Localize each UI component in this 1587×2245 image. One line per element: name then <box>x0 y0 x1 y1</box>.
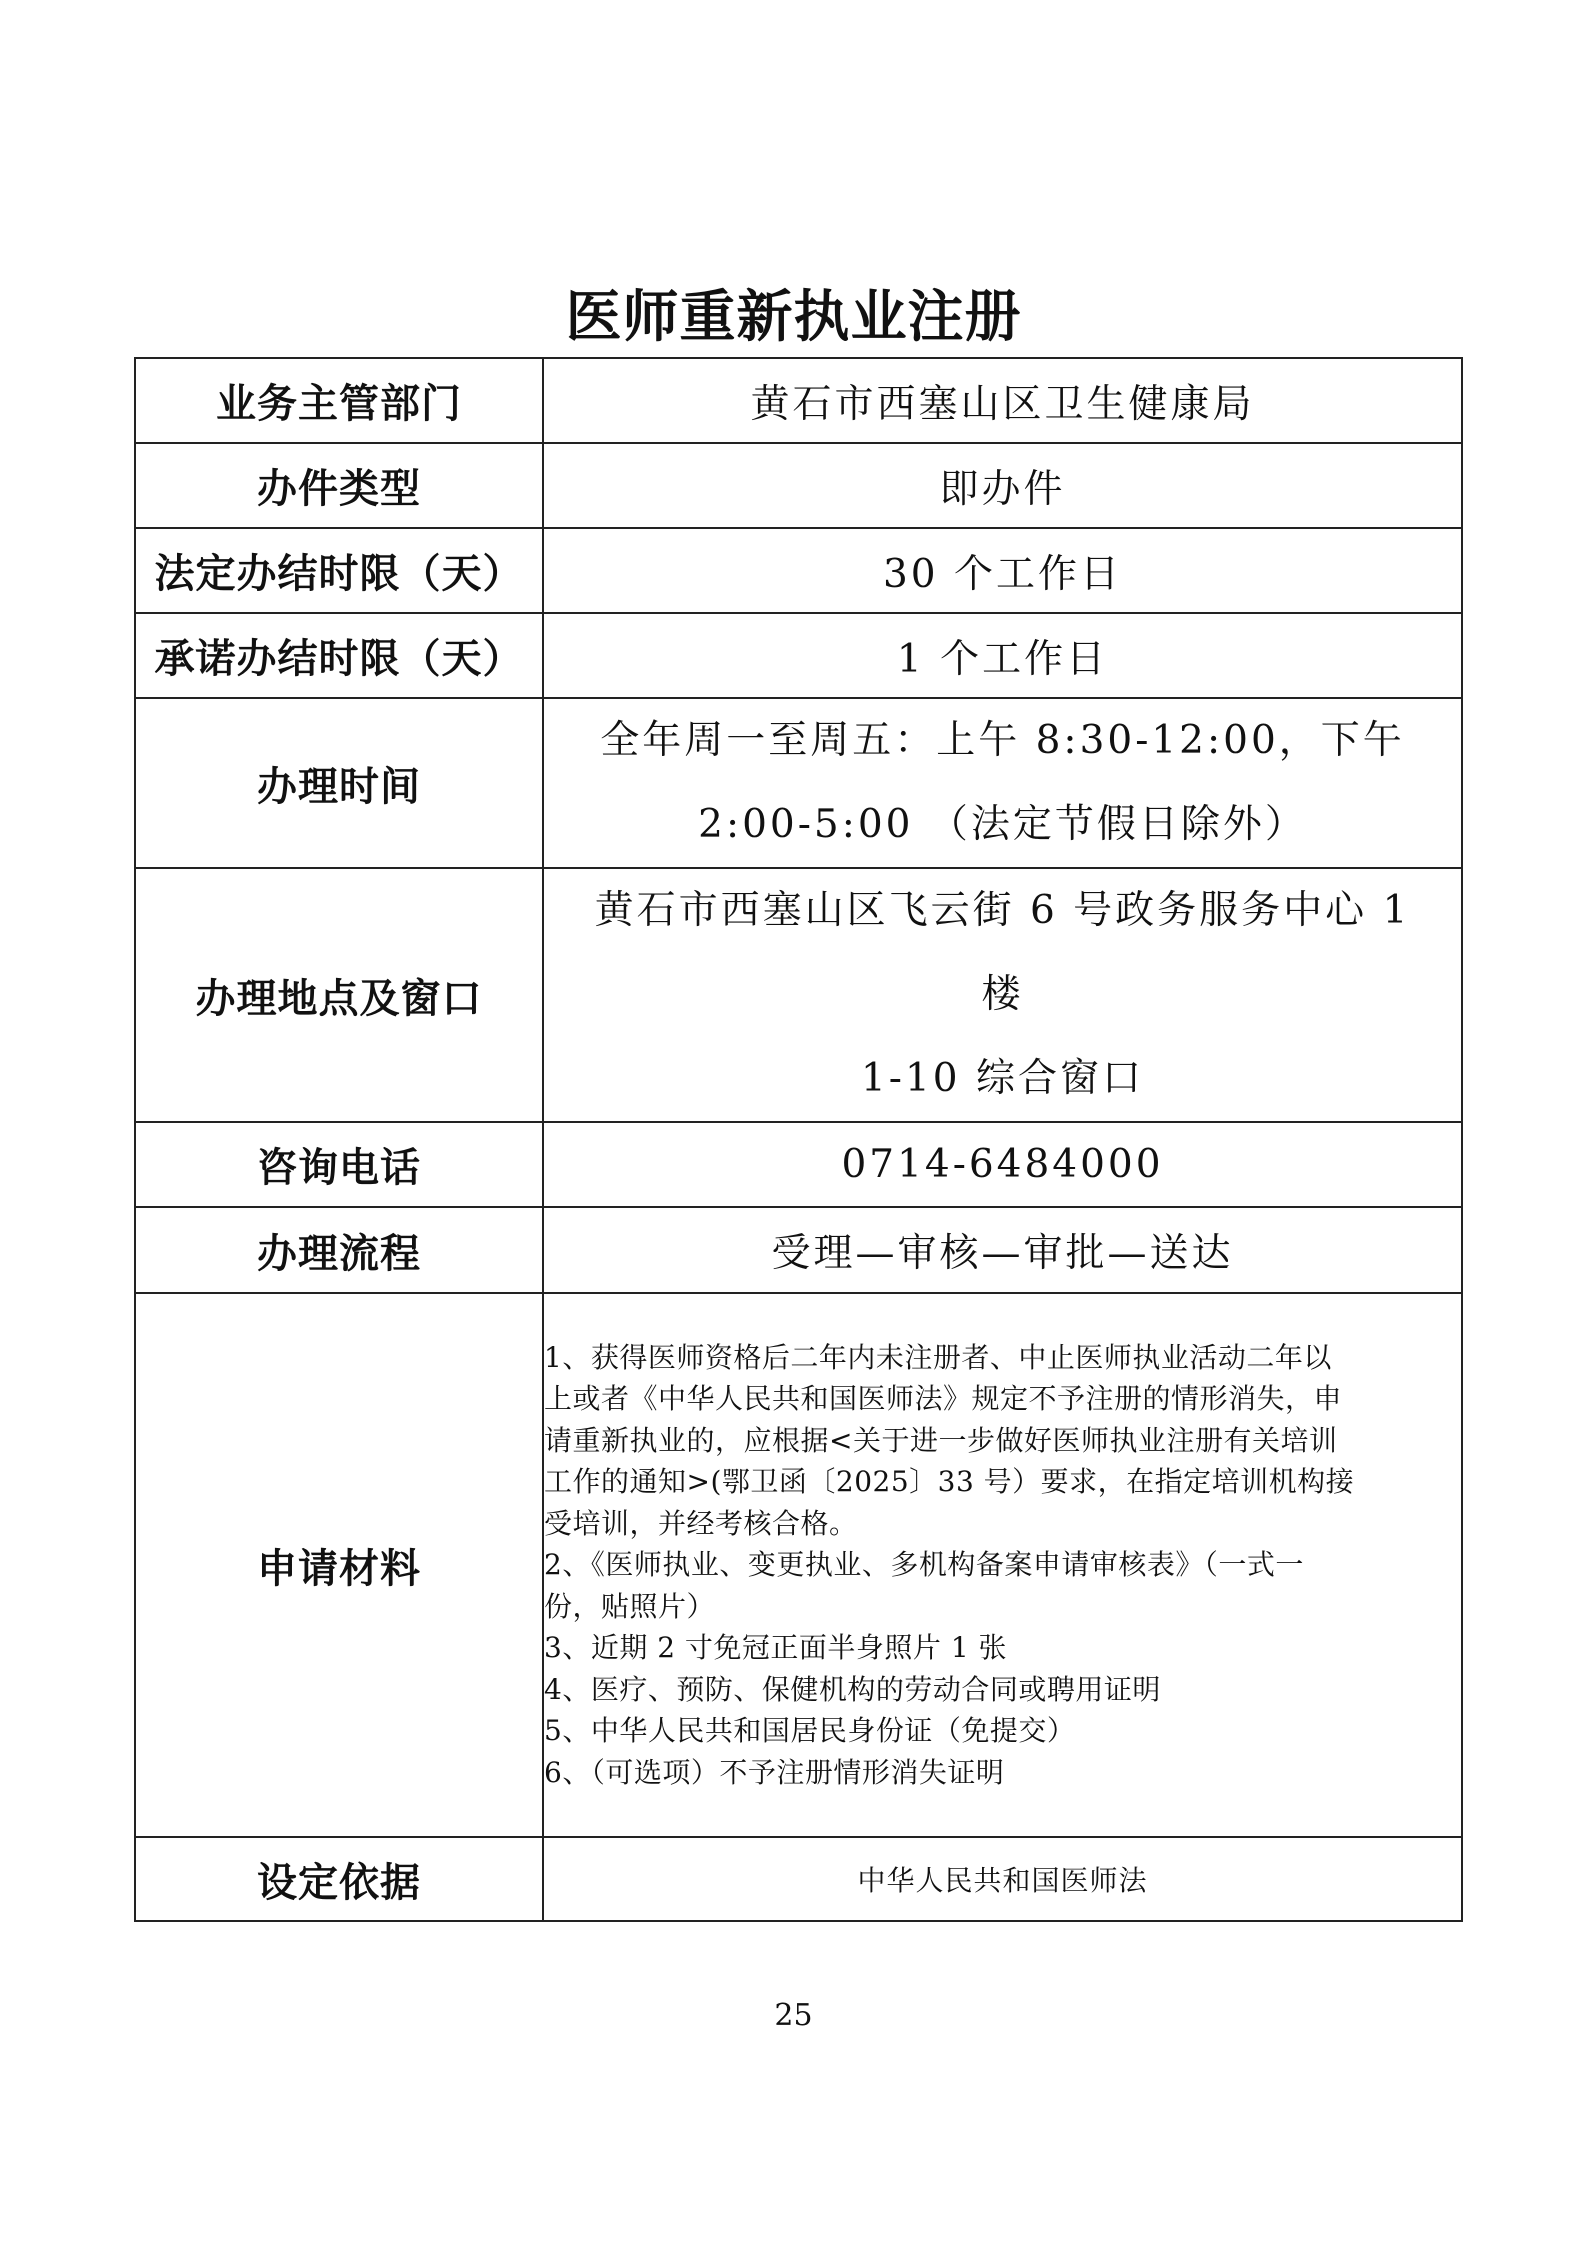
promise-limit-label: 承诺办结时限（天） <box>135 613 543 698</box>
basis-value: 中华人民共和国医师法 <box>543 1837 1462 1921</box>
table-row-promise-limit <box>135 613 1462 698</box>
document-title: 医师重新执业注册 <box>565 284 1022 350</box>
materials-line: 5、中华人民共和国居民身份证（免提交） <box>544 1714 1076 1748</box>
hours-label: 办理时间 <box>135 698 543 868</box>
legal-limit-value: 30 个工作日 <box>543 528 1462 613</box>
process-value: 受理—审核—审批—送达 <box>543 1207 1462 1293</box>
materials-line: 请重新执业的，应根据<关于进一步做好医师执业注册有关培训 <box>544 1423 1338 1457</box>
basis-label: 设定依据 <box>135 1837 543 1921</box>
materials-line: 2、《医师执业、变更执业、多机构备案申请审核表》（一式一 <box>544 1548 1304 1582</box>
table-row-legal-limit <box>135 528 1462 613</box>
hours-value-line-2: 2:00-5:00 （法定节假日除外） <box>698 802 1307 847</box>
materials-line: 1、获得医师资格后二年内未注册者、中止医师执业活动二年以 <box>544 1340 1332 1374</box>
phone-label: 咨询电话 <box>135 1122 543 1207</box>
department-value: 黄石市西塞山区卫生健康局 <box>543 358 1462 443</box>
page-number: 25 <box>774 1998 813 2033</box>
materials-line: 工作的通知>(鄂卫函〔2025〕33 号）要求，在指定培训机构接 <box>544 1465 1355 1499</box>
process-label: 办理流程 <box>135 1207 543 1293</box>
materials-label: 申请材料 <box>135 1293 543 1837</box>
table-row-basis <box>135 1837 1462 1921</box>
table-row-location <box>135 868 1462 1122</box>
table-row-type <box>135 443 1462 528</box>
department-label: 业务主管部门 <box>135 358 543 443</box>
table-row-process <box>135 1207 1462 1293</box>
location-value <box>543 868 1462 1122</box>
materials-line: 6、（可选项）不予注册情形消失证明 <box>544 1755 1005 1789</box>
type-label: 办件类型 <box>135 443 543 528</box>
materials-line: 份，贴照片） <box>544 1589 716 1623</box>
materials-list <box>543 1293 1462 1837</box>
hours-value <box>543 698 1462 868</box>
phone-value: 0714-6484000 <box>543 1122 1462 1207</box>
location-label: 办理地点及窗口 <box>135 868 543 1122</box>
service-info-table <box>134 357 1463 1922</box>
materials-line: 3、近期 2 寸免冠正面半身照片 1 张 <box>544 1631 1008 1665</box>
promise-limit-value: 1 个工作日 <box>543 613 1462 698</box>
location-value-line-2: 1-10 综合窗口 <box>860 1056 1144 1101</box>
location-value-line-1: 黄石市西塞山区飞云街 6 号政务服务中心 1 楼 <box>594 888 1411 1017</box>
materials-line: 受培训，并经考核合格。 <box>544 1506 858 1540</box>
hours-value-line-1: 全年周一至周五：上午 8:30-12:00，下午 <box>600 718 1405 763</box>
table-row-phone <box>135 1122 1462 1207</box>
table-row-hours <box>135 698 1462 868</box>
legal-limit-label: 法定办结时限（天） <box>135 528 543 613</box>
table-row-materials <box>135 1293 1462 1837</box>
materials-line: 上或者《中华人民共和国医师法》规定不予注册的情形消失，申 <box>544 1382 1343 1416</box>
type-value: 即办件 <box>543 443 1462 528</box>
materials-line: 4、医疗、预防、保健机构的劳动合同或聘用证明 <box>544 1672 1161 1706</box>
table-row-department <box>135 358 1462 443</box>
